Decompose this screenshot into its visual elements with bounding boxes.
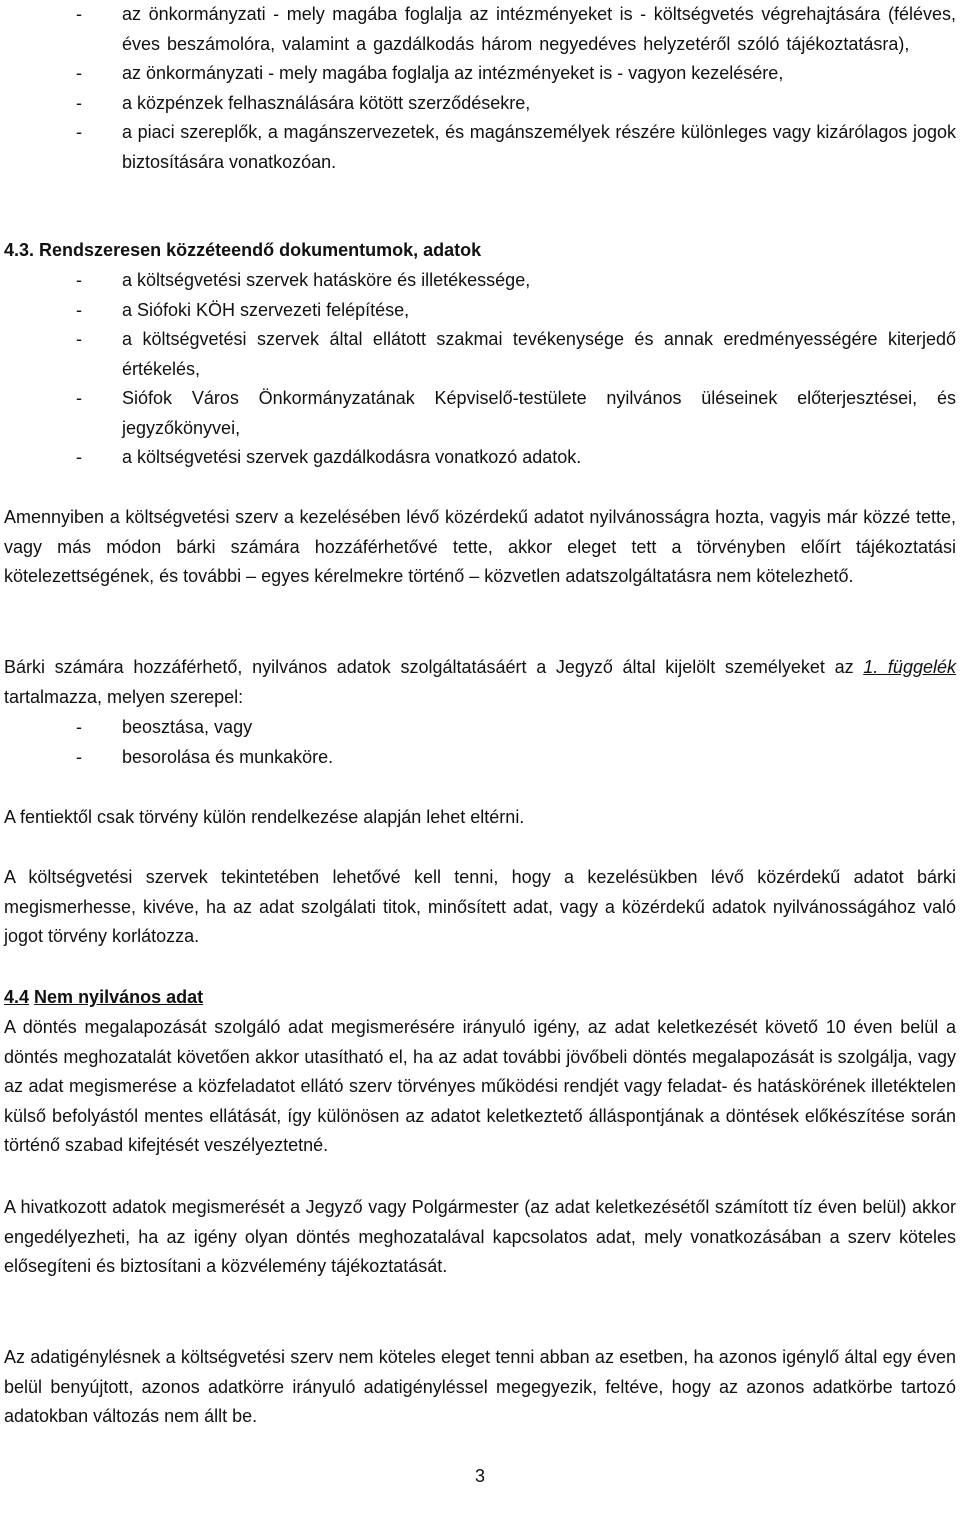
paragraph-text: Bárki számára hozzáférhető, nyilvános adatok szolgáltatásáért a Jegyző által kijelölt személyeket az <box>4 657 864 677</box>
list-item-text: a költségvetési szervek hatásköre és illetékessége, <box>122 270 531 290</box>
section-number: 4.4 <box>4 987 30 1007</box>
paragraph-text: tartalmazza, melyen szerepel: <box>4 686 244 707</box>
list-item <box>76 266 956 296</box>
bullet-dash: - <box>76 299 82 320</box>
page-number: 3 <box>474 1466 485 1486</box>
section-4-4-heading <box>4 983 956 1013</box>
section-4-3-heading <box>4 236 956 266</box>
paragraph-nem-nyilvanos-1: A döntés megalapozását szolgáló adat megismerésére irányuló igény, az adat keletkezését követő 10 éven belül a döntés meghozatalát követően akkor utasítható el, ha az adat további jövőbeli döntés megalapozását is szolgálja, vagy az adat megismerése a közfeladatot ellátó szerv törvényes működési rendjét vagy feladat- és hatáskörének illetéktelen külső befolyástól mentes ellátását, így különösen az adatot keletkeztető álláspontjának a döntések előkészítése során történő szabad kifejtését veszélyeztetné. <box>4 1017 956 1155</box>
list-item-text: az önkormányzati - mely magába foglalja az intézményeket is - költségvetés végrehajtására (féléves, éves beszámolóra, valamint a gazdálkodás három negyedéves helyzetéről szóló tájékoztatásra), <box>122 4 956 54</box>
list-item <box>76 384 956 443</box>
appendix-link[interactable]: 1. függelék <box>863 657 956 677</box>
barki-list <box>76 713 956 772</box>
list-item <box>76 296 956 326</box>
list-item-text: a költségvetési szervek gazdálkodásra vonatkozó adatok. <box>122 447 582 467</box>
bullet-dash: - <box>76 447 82 467</box>
list-item <box>76 118 956 177</box>
list-item-text: a piaci szereplők, a magánszervezetek, és magánszemélyek részére különleges vagy kizárólagos jogok biztosítására vonatkozóan. <box>122 122 956 172</box>
bullet-dash: - <box>76 122 82 142</box>
list-item <box>76 59 956 89</box>
list-item-text: a költségvetési szervek által ellátott szakmai tevékenysége és annak eredményességére kiterjedő értékelés, <box>122 329 956 379</box>
section-title: Nem nyilvános adat <box>34 987 204 1007</box>
list-item-text: Siófok Város Önkormányzatának Képviselő-testülete nyilvános üléseinek előterjesztései, és jegyzőkönyvei, <box>122 388 956 438</box>
paragraph-amennyiben: Amennyiben a költségvetési szerv a kezelésében lévő közérdekű adatot nyilvánosságra hozta, vagyis már közzé tette, vagy más módon bárki számára hozzáférhetővé tette, akkor eleget tett a törvényben előírt tájékoztatási kötelezettségének, és további – egyes kérelmekre történő – közvetlen adatszolgáltatásra nem kötelezhető. <box>4 507 956 586</box>
list-item <box>76 89 956 119</box>
paragraph-nem-nyilvanos-2: A hivatkozott adatok megismerését a Jegyző vagy Polgármester (az adat keletkezésétől számított tíz éven belül) akkor engedélyezheti, ha az igény olyan döntés meghozatalával kapcsolatos adat, mely vonatkozásában a szerv köteles elősegíteni és biztosítani a közvélemény tájékoztatását. <box>4 1197 956 1276</box>
paragraph-nem-nyilvanos-3: Az adatigénylésnek a költségvetési szerv nem köteles eleget tenni abban az esetben, ha azonos igénylő által egy éven belül benyújtott, azonos adatkörre irányuló adatigényléssel megegyezik, feltéve, hogy az azonos adatkörbe tartozó adatokban változás nem állt be. <box>4 1347 956 1426</box>
paragraph-koltsegvetesi: A költségvetési szervek tekintetében lehetővé kell tenni, hogy a kezelésükben lévő közérdekű adatot bárki megismerhesse, kivéve, ha az adat szolgálati titok, minősített adat, vagy a közérdekű adatok nyilvánosságához való jogot törvény korlátozza. <box>4 867 956 946</box>
bullet-dash: - <box>76 329 82 349</box>
bullet-dash: - <box>76 4 82 24</box>
list-item <box>76 443 956 473</box>
list-item-text: az önkormányzati - mely magába foglalja az intézményeket is - vagyon kezelésére, <box>122 63 784 83</box>
bullet-dash: - <box>76 388 82 408</box>
bullet-dash: - <box>76 746 82 767</box>
list-item <box>76 325 956 384</box>
paragraph-fentiektol: A fentiektől csak törvény külön rendelkezése alapján lehet eltérni. <box>4 807 525 827</box>
bullet-dash: - <box>76 270 82 290</box>
bullet-dash: - <box>76 92 82 113</box>
top-list <box>76 0 956 177</box>
list-item <box>76 743 956 773</box>
section-4-3-list <box>76 266 956 473</box>
bullet-dash: - <box>76 717 82 737</box>
list-item-text: a közpénzek felhasználására kötött szerződésekre, <box>122 92 531 113</box>
list-item-text: a Siófoki KÖH szervezeti felépítése, <box>122 299 410 320</box>
list-item <box>76 0 956 59</box>
list-item <box>76 713 956 743</box>
list-item-text: besorolása és munkaköre. <box>122 746 334 767</box>
section-number: 4.3. <box>4 240 35 260</box>
bullet-dash: - <box>76 63 82 83</box>
section-title: Rendszeresen közzéteendő dokumentumok, adatok <box>39 240 482 260</box>
paragraph-barki <box>4 653 956 712</box>
list-item-text: beosztása, vagy <box>122 717 253 737</box>
